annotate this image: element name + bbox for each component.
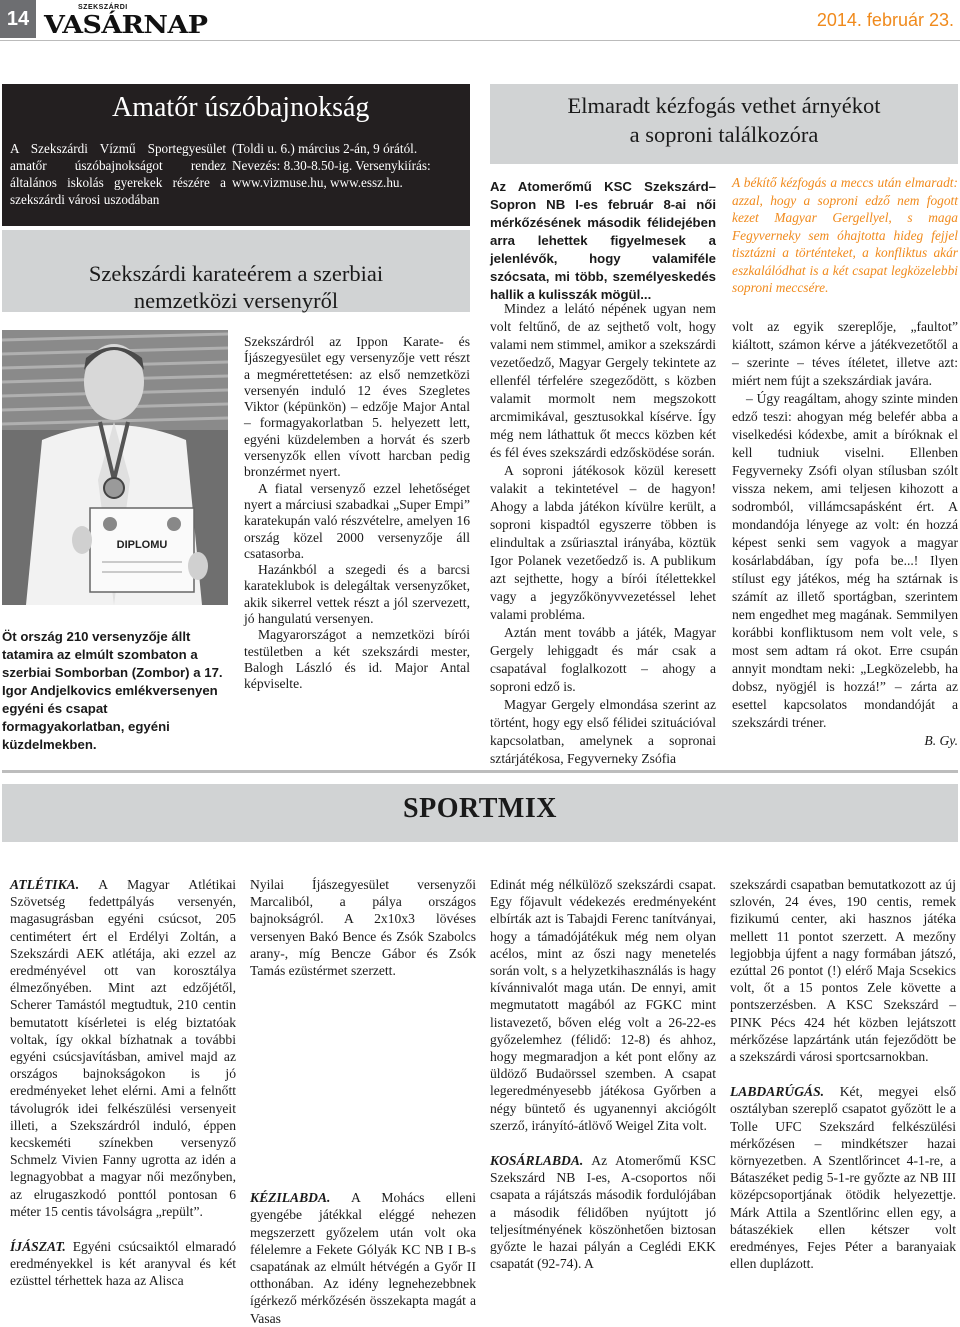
archery-text: Egyéni csúcsaiktól elmaradó eredményekkel is két aranyval és két ezüsttel térhettek haza az Alisca xyxy=(10,1239,236,1289)
handball-item xyxy=(250,1189,476,1327)
karate-photo-caption: Öt ország 210 versenyzője állt tatamira az elmúlt szombaton a szerbiai Somborban (Zombor) a 17. Igor Andjelkovics emlékversenyen egyéni és csapat formagyakorlatban, egyéni küzdelmekben. xyxy=(2,629,223,752)
handball-headline xyxy=(490,91,958,149)
handball-paragraph: Aztán ment tovább a játék, Magyar Gergely lehiggadt és már csak a csapatával foglalkozott – ahogy a soproni edző is. xyxy=(490,625,716,694)
archery-continued: Nyilai Íjászegyesület versenyzői Marcaliból, a pálya országos bajnokságról. A 2x10x3 lövéses versenyen Bakó Bence és Zsók Szabolcs arany-, míg Bencze Gábor és Zsók Tamás ezüstérmet szerzett. xyxy=(250,877,476,979)
athletics-text: A Magyar Atlétikai Szövetség fedettpályás versenyén, magasugrásban egyéni csúcsot, 205 centimétert ért el Erdélyi Zoltán, a Szekszárdi AEK atlétája, aki ezzel az eredményével ott van korosztálya élmezőnyében. Mint azt edzőjétől, Scherer Tamástól megtudtuk, 210 centin bemutatott kísérletei is elég biztatóak voltak, így okkal bízhatnak a további egyéni csúcsjavításban, amivel majd az országos bajnokságokon is jó eredményeket lehet elérni. Ami a felnőtt távolugrók idei felkészülési versenyeit illeti, a Szekszárdról induló, éppen kecskeméti színekben versenyző Schmelz Vivien Fanny ugrotta az idén a legnagyobbat a magyar női mezőnyben, az elrugaszkodó ponttól pontosan 6 méter 15 centis távolságra „repült”. xyxy=(10,877,236,1219)
basketball-continued: szekszárdi csapatban bemutatkozott az új szlovén, 24 éves, 190 centis, remek fizikumú center, aki hasznos játéka mellett 11 pontot szerzett. A mezőny legjobbja újfent a nagy formában játszó, ezúttal 26 pontot (!) elérő Maja Scsekics volt, őt a 15 pontos Zele követte a pontszerzésben. A KSC Szekszárd – PINK Pécs 424 hét közben lejátszott mérkőzése lapzártánk után fejeződött be a szekszárdi városi sportcsarnokban. xyxy=(730,877,956,1065)
handball-text: A Mohács elleni gyengébe játékkal eléggé nehezen megszerzett győzelem után volt oka félelemre a Fekete Gólyák KC NB I B-s csapatának az elmúlt hétvégén a Győr II otthonában. Az idény legnehezebbnek ígérkező mérkőzésén összekapta magát a Vasas xyxy=(250,1190,476,1326)
handball-paragraph: A soproni játékosok közül keresett valakit a tekintetével – de hagyon! Ahogy a labda játékon kívülre került, a soproni kispadtól egyszerre többen is elindultak a zsűriasztal irányába, köztük Igor Polanek vezetőedző is. A publikum azt sejthette, hogy a bírói ítélettekkel vagy a jegyzőkönyvvezetéssel lehet valami probléma. xyxy=(490,463,716,622)
karate-headline xyxy=(2,260,470,314)
diploma-text: DIPLOMU xyxy=(116,539,168,551)
karate-paragraph: A fiatal versenyző ezzel lehetőséget nyert a márciusi szabadkai „Super Empi” karatekupán való részvételre, amelyen 16 ország közel 2000 versenyzője áll csatasorba. xyxy=(244,480,470,561)
archery-label: ÍJÁSZAT. xyxy=(10,1239,66,1255)
page-number: 14 xyxy=(0,0,36,38)
karate-paragraph: Hazánkból a szegedi és a barcsi karateklubok is delegáltak versenyzőket, akik sikerrel vettek részt a jól szervezett, jó hangulatú versenyen. xyxy=(244,562,470,627)
sportmix-column-2 xyxy=(250,876,476,1327)
swim-headline: Amatőr úszóbajnokság xyxy=(112,92,370,123)
handball-label: KÉZILABDA. xyxy=(250,1190,331,1206)
issue-date: 2014. február 23. xyxy=(816,10,954,30)
football-label: LABDARÚGÁS. xyxy=(730,1084,825,1100)
handball-lead: Az Atomerőmű KSC Szekszárd–Sopron NB I-es február 8-ai női mérkőzésének második félidejében arra lehettek figyelmesek a jelenlévők, hogy valamiféle szócsata, mi több, személyeskedés hallik a kulisszák mögül... xyxy=(490,179,716,302)
handball-headline-line2: a soproni találkozóra xyxy=(629,122,819,147)
archery-item xyxy=(10,1238,236,1290)
karate-article-body xyxy=(244,334,470,693)
swim-body-text-continued: (Toldi u. 6.) március 2-án, 9 órától. Nevezés: 8.30-8.50-ig. Versenykiírás: www.vizmuse.hu, www.essz.hu. xyxy=(232,141,431,190)
sportmix-column-1 xyxy=(10,876,236,1290)
athletics-item xyxy=(10,876,236,1220)
karate-paragraph: Magyarországot a nemzetközi bírói testületben a két szekszárdi mester, Balogh László és id. Major Antal képviselte. xyxy=(244,627,470,692)
karate-headline-line2: nemzetközi versenyről xyxy=(133,288,339,313)
handball-paragraph: – Úgy reagáltam, ahogy szinte minden edző teszi: ahogyan még belefér abba a viselkedési kódexbe, amit a bíróknak el kell tudniuk viselni. Ellenben Fegyverneky Zsófi olyan stílusban szólt vissza nekem, ami teljesen kihozott a sodromból, villámcsapásként ért. A mondandója lényege az volt: én hozzá képest senki sem vagyok a magyar kosárlabdában, így pofa be...! Ilyen stílust egy játékos, még ha sztárnak is számít az illető sportágban, szerintem nem engedhet meg magának. Semmilyen korábbi konfliktusom nem volt vele, s most sem adtam rá okot. Erre csupán annyit mondtam neki: „Legközelebb, ha dobsz, nyögjél is hozzá!” – zárta az esettel kapcsolatos mondandóját a szekszárdi tréner. xyxy=(732,391,958,730)
handball-column-1 xyxy=(490,300,716,768)
sportmix-column-4 xyxy=(730,876,956,1272)
handball-paragraph: volt az egyik szereplője, „faultot” kiáltott, számon kérve a játékvezetőtől a – szerinte – téves ítéletet, illetve azt: miért nem fújt a szekszárdiak javára. xyxy=(732,319,958,388)
karate-paragraph: Szekszárdról az Ippon Karate- és Íjászegyesület egy versenyzője vett részt a megmérettetésen: az első nemzetközi versenyén induló 12 éves Szegletes Viktor (képünkön) – edzője Major Antal – formagyakorlatban 5. helyezett lett, egyéni küzdelemben a horvát és szerb versenyzők ellen vívott harcban pedig bronzérmet nyert. xyxy=(244,334,470,480)
karate-headline-line1: Szekszárdi karateérem a szerbiai xyxy=(88,261,384,286)
basketball-text: Az Atomerőmű KSC Szekszárd NB I-es, A-csoportos női csapata a rájátszás második fordulójában a második félidőben nyújtott jó teljesítményének köszönhetően biztosan győzte le hazai pályán a Ceglédi EKK csapatát (92-74). A xyxy=(490,1153,716,1272)
handball-column-2 xyxy=(732,318,958,750)
masthead-logo: VASÁRNAP xyxy=(44,10,208,39)
handball-paragraph: Magyar Gergely elmondása szerint az történt, hogy egy első félidei szituációval kapcsolatban, amelynek a sopronai sztárjátékosa, Fegyverneky Zsófia xyxy=(490,697,716,766)
author-signature: B. Gy. xyxy=(924,733,958,748)
basketball-label: KOSÁRLABDA. xyxy=(490,1153,584,1169)
karate-photo xyxy=(2,330,228,605)
handball-continued: Edinát még nélkülöző szekszárdi csapat. Egy főjavult védekezés eredményeként elbírták azt is Tabajdi Ferenc tanítványai, hogy a támadójátékuk még nem olyan acélos, mint az őszi nagy menetelés során volt, s a helyzetkihasználás is hagy kívánnivalót maga után. De ennyi, amit megmutatott magából az FGKC mint listavezető, bőven elég volt a 26-22-es győzelemhez (félidő: 12-8) és ahhoz, hogy megmaradjon a két pont előny az üldöző Budaörssel szemben. A csapat legeredményesebb játékosa Győrben a négy büntető és ugyanennyi akciógólt szerző, irányító-átlövő Weigel Zita volt. xyxy=(490,877,716,1133)
section-divider xyxy=(2,770,958,773)
football-item xyxy=(730,1083,956,1272)
header-divider xyxy=(0,40,960,41)
handball-pull-quote: A békítő kézfogás a meccs után elmaradt: azzal, hogy a soproni edző nem fogott kezet Magyar Gergellyel, s maga Fegyverneky sem óhajtotta hideg fejjel tisztázni a történteket, a konfliktus akár eszkalálódhat is a két csapat legközelebbi soproni meccsére. xyxy=(732,175,958,295)
handball-headline-line1: Elmaradt kézfogás vethet árnyékot xyxy=(567,93,881,118)
football-text: Két, megyei első osztályban szereplő csapatot győzött le a Tolle UFC Szekszárd felkészülési mérkőzésen – mindkétszer hazai környezetben. A Szentlőrincet 4-1-re, a Bátaszéket pedig 5-1-re győzte az NB III középcsoportjának ötödik helyezettje. Márk Attila a Szentlőrinc ellen egy, a bátaszékiek ellen kétszer volt eredményes, Fejes Péter a baranyaiak ellen duplázott. xyxy=(730,1084,956,1272)
athletics-label: ATLÉTIKA. xyxy=(10,877,80,892)
sportmix-title: SPORTMIX xyxy=(403,793,557,824)
sportmix-column-3 xyxy=(490,876,716,1272)
basketball-item xyxy=(490,1152,716,1272)
handball-paragraph: Mindez a lelátó népének ugyan nem volt feltűnő, de az sejthető volt, hogy valami nem stimmel, amikor a szekszárdi vezetőedző, Magyar Gergely tekintete az ellenfél térfelére szegeződött, s közben valamit mormolt nem megszokott arcmimikával, gesztusokkal kísérve. Így még nem láthattuk őt meccs közben két és fél éves szekszárdi edzősködése során. xyxy=(490,301,716,460)
swim-body-text: A Szekszárdi Vízmű Sportegyesület amatőr úszóbajnokságot rendez általános iskolás gyerekek részére a szekszárdi városi uszodában xyxy=(10,141,226,207)
masthead-small-text: SZEKSZÁRDI xyxy=(78,4,128,11)
